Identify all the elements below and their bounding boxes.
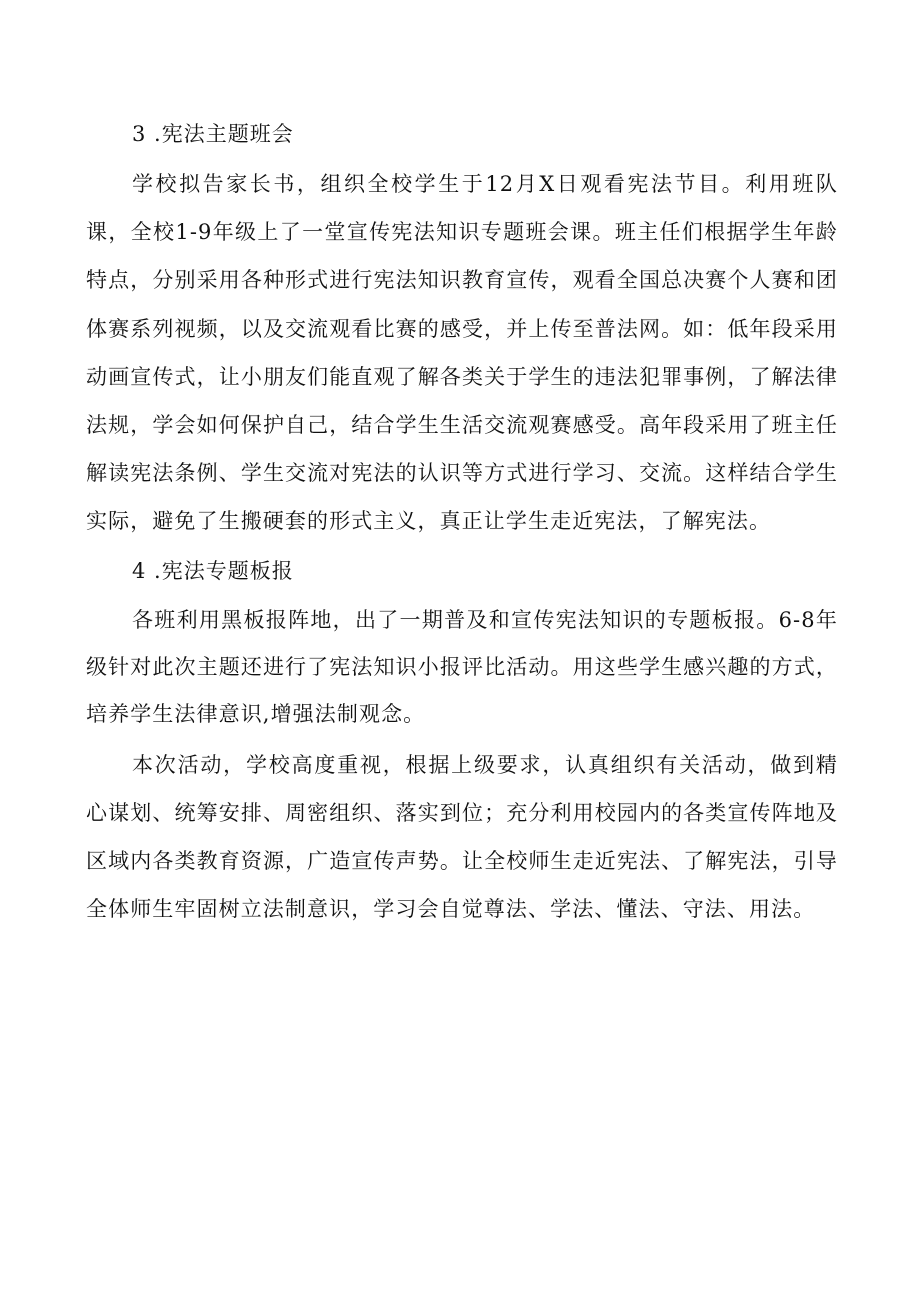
section-3-paragraph: 学校拟告家长书，组织全校学生于12月X日观看宪法节目。利用班队课，全校1-9年级上了一堂宣传宪法知识专题班会课。班主任们根据学生年龄特点，分别采用各种形式进行宪法知识教育宣传，观看全国总决赛个人赛和团体赛系列视频，以及交流观看比赛的感受，并上传至普法网。如：低年段采用动画宣传式，让小朋友们能直观了解各类关于学生的违法犯罪事例，了解法律法规，学会如何保护自己，结合学生生活交流观赛感受。高年段采用了班主任解读宪法条例、学生交流对宪法的认识等方式进行学习、交流。这样结合学生实际，避免了生搬硬套的形式主义，真正让学生走近宪法，了解宪法。	[86, 172, 838, 534]
section-3-heading: 3 .宪法主题班会	[132, 122, 294, 146]
section-4-paragraph: 各班利用黑板报阵地，出了一期普及和宣传宪法知识的专题板报。6-8年级针对此次主题还进行了宪法知识小报评比活动。用这些学生感兴趣的方式，培养学生法律意识,增强法制观念。	[86, 607, 838, 726]
document-page	[86, 112, 838, 933]
section-4-heading: 4 .宪法专题板报	[132, 558, 294, 583]
summary-paragraph: 本次活动，学校高度重视，根据上级要求，认真组织有关活动，做到精心谋划、统筹安排、周密组织、落实到位；充分利用校园内的各类宣传阵地及区域内各类教育资源，广造宣传声势。让全校师生走近宪法、了解宪法，引导全体师生牢固树立法制意识，学习会自觉尊法、学法、懂法、守法、用法。	[86, 752, 838, 922]
